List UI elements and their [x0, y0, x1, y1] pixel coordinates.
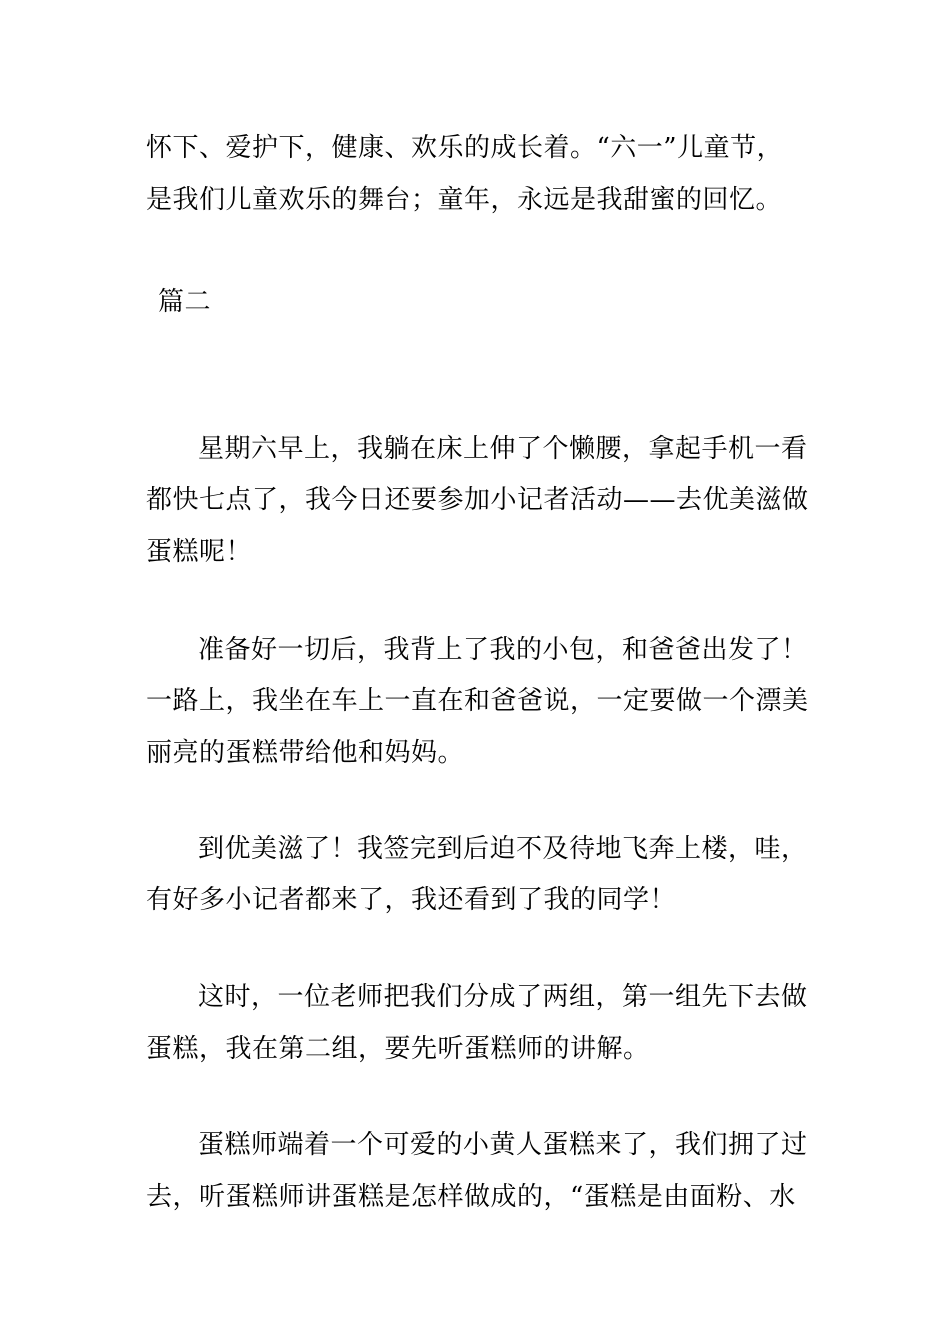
text-line: 怀下、爱护下，健康、欢乐的成长着。“六一”儿童节，	[146, 133, 784, 163]
text-line: 蛋糕呢！	[146, 537, 253, 567]
text-line: 丽亮的蛋糕带给他和妈妈。	[146, 738, 465, 768]
text-line: 去，听蛋糕师讲蛋糕是怎样做成的，“蛋糕是由面粉、水	[146, 1182, 796, 1212]
text-line: 一路上，我坐在车上一直在和爸爸说，一定要做一个漂美	[146, 686, 809, 716]
text-line: 这时，一位老师把我们分成了两组，第一组先下去做	[198, 982, 808, 1012]
text-line: 蛋糕，我在第二组，要先听蛋糕师的讲解。	[146, 1034, 650, 1064]
section-heading: 篇二	[158, 287, 212, 317]
text-line: 蛋糕师端着一个可爱的小黄人蛋糕来了，我们拥了过	[198, 1130, 808, 1160]
text-line: 有好多小记者都来了，我还看到了我的同学！	[146, 885, 677, 915]
text-line: 准备好一切后，我背上了我的小包，和爸爸出发了！	[198, 635, 808, 665]
text-line: 星期六早上，我躺在床上伸了个懒腰，拿起手机一看	[198, 434, 808, 464]
text-line: 到优美滋了！我签完到后迫不及待地飞奔上楼，哇，	[198, 834, 808, 864]
text-line: 都快七点了，我今日还要参加小记者活动——去优美滋做	[146, 485, 809, 515]
text-line: 是我们儿童欢乐的舞台；童年，永远是我甜蜜的回忆。	[146, 185, 783, 215]
